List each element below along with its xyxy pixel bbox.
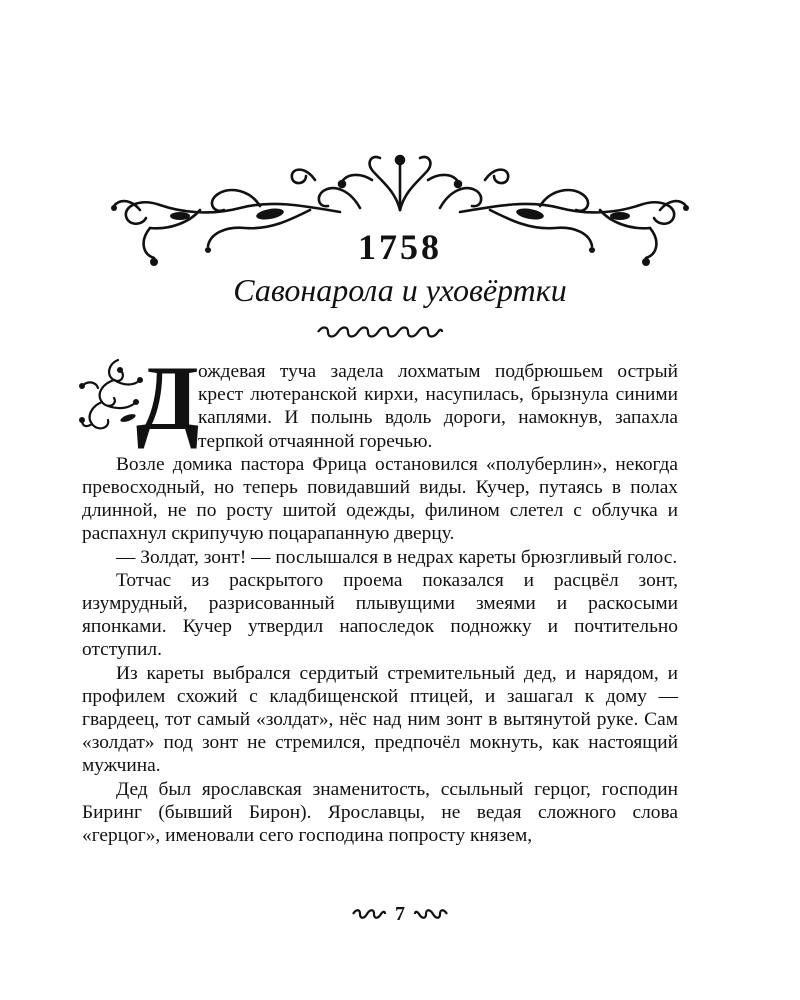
dropcap (82, 347, 200, 449)
page-number-scroll-icon (413, 908, 449, 920)
chapter-year: 1758 (358, 227, 442, 267)
paragraph-1 (82, 347, 678, 453)
page-number: 7 (395, 902, 405, 925)
paragraph-5: Из кареты выбрался сердитый стремительный дед, и нарядом, и профилем схожий с кладбищенской птицей, и зашагал к дому — гвардеец, тот самый «золдат», нёс над ним зонт в вытянутой руке. Сам «золдат» под зонт не стремился, предпочёл мокнуть, как настоящий мужчина. (82, 662, 678, 777)
paragraph-3: — Золдат, зонт! — послышался в недрах кареты брюзгливый голос. (116, 546, 678, 568)
chapter-title: Савонарола и уховёртки (233, 272, 567, 308)
page-footer (0, 902, 800, 926)
paragraph-2: Возле домика пастора Фрица остановился «полуберлин», некогда превосходный, но теперь повидавший виды. Кучер, путаясь в полах длинной, не по росту шитой одежды, филином слетел с облучка и распахнул скрипучую поцарапанную дверцу. (82, 453, 678, 545)
page-number-scroll-icon (351, 908, 387, 920)
paragraph-4: Тотчас из раскрытого проема показался и расцвёл зонт, изумрудный, разрисованный плывущими змеями и раскосыми японками. Кучер утвердил напоследок подножку и почтительно отступил. (82, 569, 678, 661)
paragraph-6: Дед был ярославская знаменитость, ссыльный герцог, господин Биринг (бывший Бирон). Ярославцы, не ведая сложного слова «герцог», именовали сего господина попросту князем, (82, 778, 678, 847)
paragraph-1-text: ождевая туча задела лохматым подбрюшьем острый крест лютеранской кирхи, насупилась, брызнула синими каплями. И полынь вдоль дороги, намокнув, запахла терпкой отчаянной горечью. (198, 361, 678, 452)
chapter-body (82, 347, 678, 847)
scroll-divider-icon (316, 324, 444, 340)
dropcap-letter: Д (136, 347, 200, 449)
